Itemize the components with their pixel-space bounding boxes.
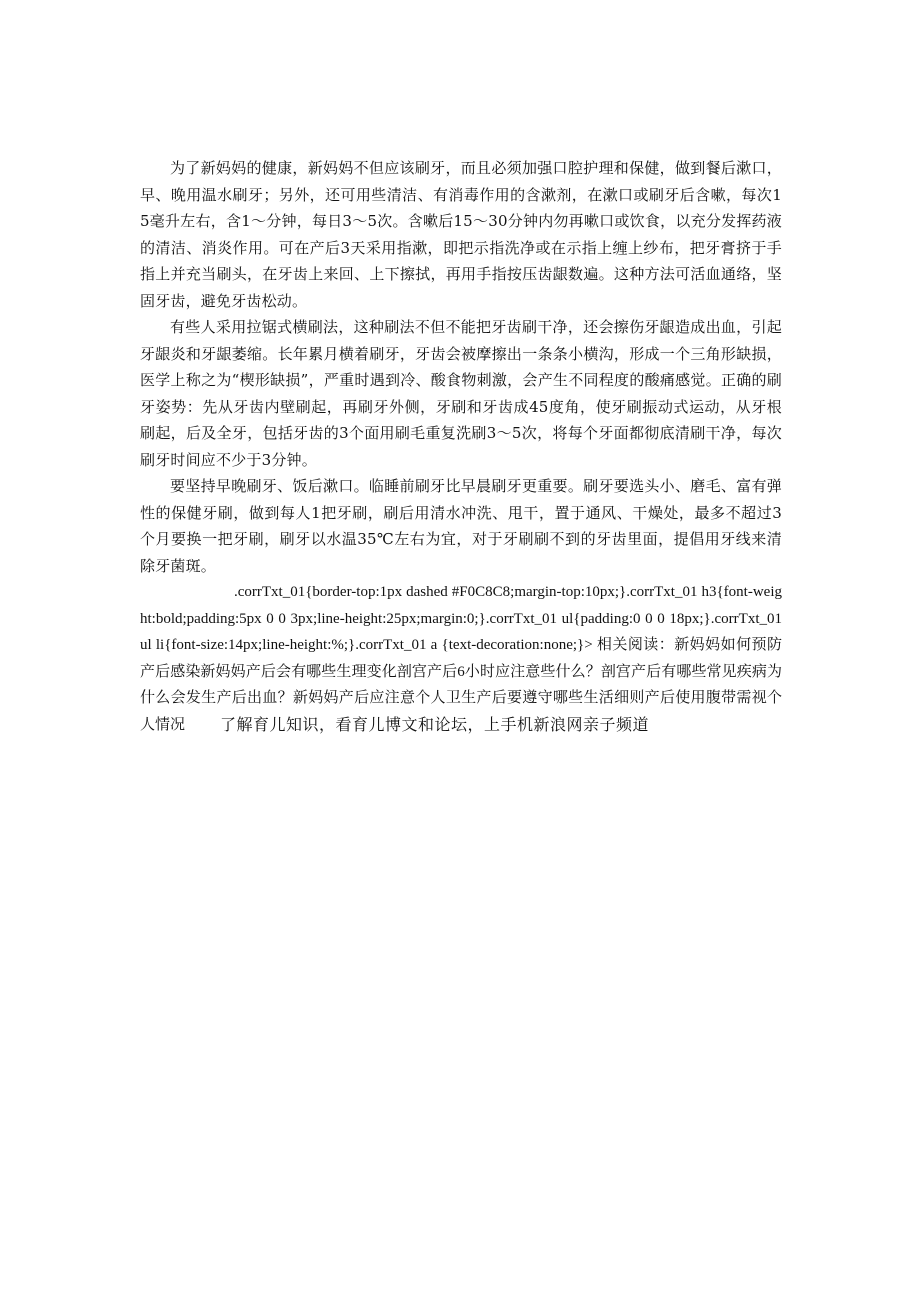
footer-promo-text: 了解育儿知识，看育儿博文和论坛，上手机新浪网亲子频道 <box>220 715 650 734</box>
paragraph-brushing-method: 有些人采用拉锯式横刷法，这种刷法不但不能把牙齿刷干净，还会擦伤牙龈造成出血，引起牙龈炎和牙龈萎缩。长年累月横着刷牙，牙齿会被摩擦出一条条小横沟，形成一个三角形缺损，医学上称之为“楔形缺损”，严重时遇到冷、酸食物刺激，会产生不同程度的酸痛感觉。正确的刷牙姿势：先从牙齿内壁刷起，再刷牙外侧，牙刷和牙齿成45度角，使牙刷振动式运动，从牙根刷起，后及全牙，包括牙齿的3个面用刷毛重复洗刷3～5次，将每个牙面都彻底清刷干净，每次刷牙时间应不少于3分钟。 <box>140 318 782 469</box>
paragraph-oral-care: 为了新妈妈的健康，新妈妈不但应该刷牙，而且必须加强口腔护理和保健，做到餐后漱口，早、晚用温水刷牙；另外，还可用些清洁、有消毒作用的含漱剂，在漱口或刷牙后含嗽，每次15毫升左右，含1～分钟，每日3～5次。含嗽后15～30分钟内勿再嗽口或饮食，以充分发挥药液的清洁、消炎作用。可在产后3天采用指漱，即把示指洗净或在示指上缠上纱布，把牙膏挤于手指上并充当刷头，在牙齿上来回、上下擦拭，再用手指按压齿龈数遍。这种方法可活血通络，坚固牙齿，避免牙齿松动。 <box>140 159 782 310</box>
stray-css-and-related-reading: .corrTxt_01{border-top:1px dashed #F0C8C8;margin-top:10px;}.corrTxt_01 h3{font-weight:bold;padding:5px 0 0 3px;line-height:25px;margin:0;}.corrTxt_01 ul{padding:0 0 0 18px;}.corrTxt_01 ul li{font-size:14px;line-height:%;}.corrTxt_01 a {text-decoration:none;}> 相关阅读：新妈妈如何预防产后感染新妈妈产后会有哪些生理变化剖宫产后6小时应注意些什么？剖宫产后有哪些常见疾病为什么会发生产后出血？新妈妈产后应注意个人卫生产后要遵守哪些生活细则产后使用腹带需视个人情况 <box>140 584 782 733</box>
paragraph-brushing-habits: 要坚持早晚刷牙、饭后漱口。临睡前刷牙比早晨刷牙更重要。刷牙要选头小、磨毛、富有弹性的保健牙刷，做到每人1把牙刷，刷后用清水冲洗、甩干，置于通风、干燥处，最多不超过3个月要换一把牙刷，刷牙以水温35℃左右为宜，对于牙刷刷不到的牙齿里面，提倡用牙线来清除牙菌斑。 <box>140 477 782 575</box>
article-body <box>140 155 782 738</box>
